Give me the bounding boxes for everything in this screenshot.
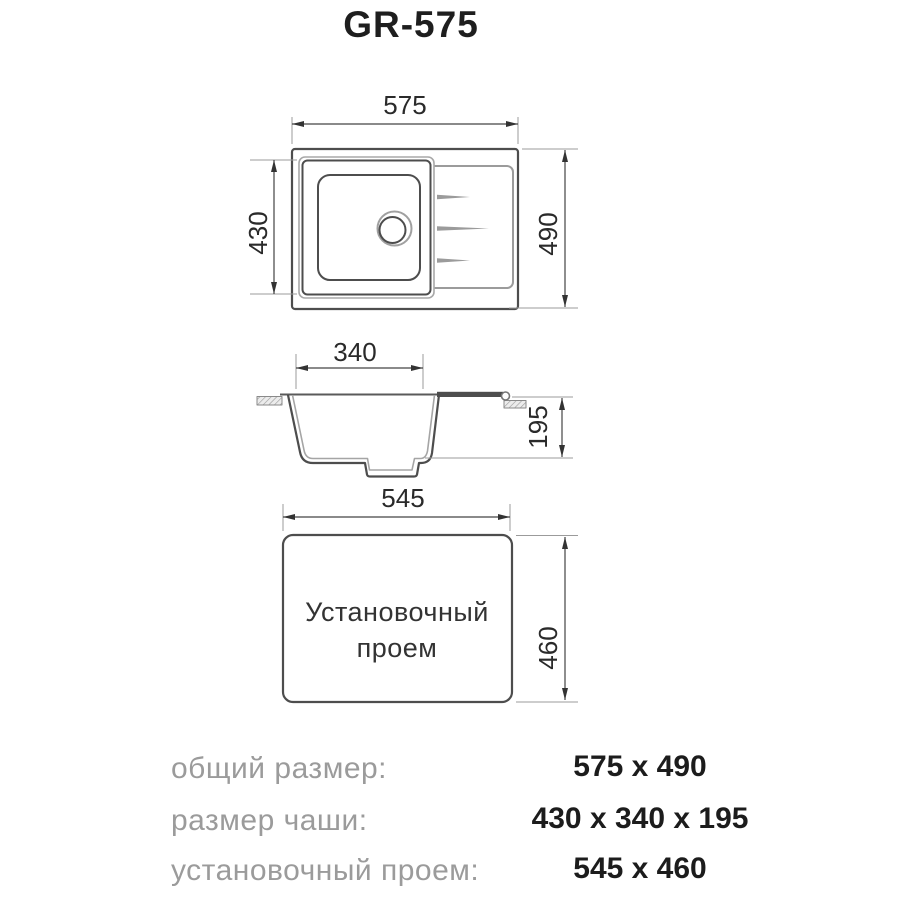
mounting-clip-left (257, 397, 282, 406)
legend-row-bowl (0, 804, 900, 848)
cutout-label-line1: Установочный (305, 597, 489, 627)
legend-row-overall (0, 752, 900, 796)
legend-value-overall: 575 x 490 (573, 750, 707, 783)
section-view (257, 392, 526, 477)
top-view (292, 149, 518, 309)
bowl-section-outer (288, 395, 439, 477)
legend-row-cutout (0, 854, 900, 898)
dim-cutout-width: 545 (381, 483, 425, 513)
legend-label-overall: общий размер: (171, 752, 388, 785)
drainboard-section-bar (437, 392, 503, 397)
legend-label-cutout: установочный проем: (171, 854, 480, 887)
dim-bowl-length: 430 (243, 211, 273, 255)
cutout-label-line2: проем (356, 633, 438, 663)
dim-bowl-width: 340 (333, 337, 377, 367)
bowl-section-inner (293, 395, 435, 470)
rim-curl (502, 392, 510, 400)
model-title: GR-575 (343, 4, 479, 45)
dim-cutout-height: 460 (533, 626, 563, 670)
legend-value-bowl: 430 x 340 x 195 (531, 802, 749, 835)
dim-overall-depth: 490 (533, 212, 563, 256)
cutout-view (283, 535, 512, 702)
dim-overall-width: 575 (383, 90, 427, 120)
legend-label-bowl: размер чаши: (171, 804, 368, 837)
dim-bowl-depth: 195 (523, 405, 553, 449)
legend-value-cutout: 545 x 460 (573, 852, 707, 885)
